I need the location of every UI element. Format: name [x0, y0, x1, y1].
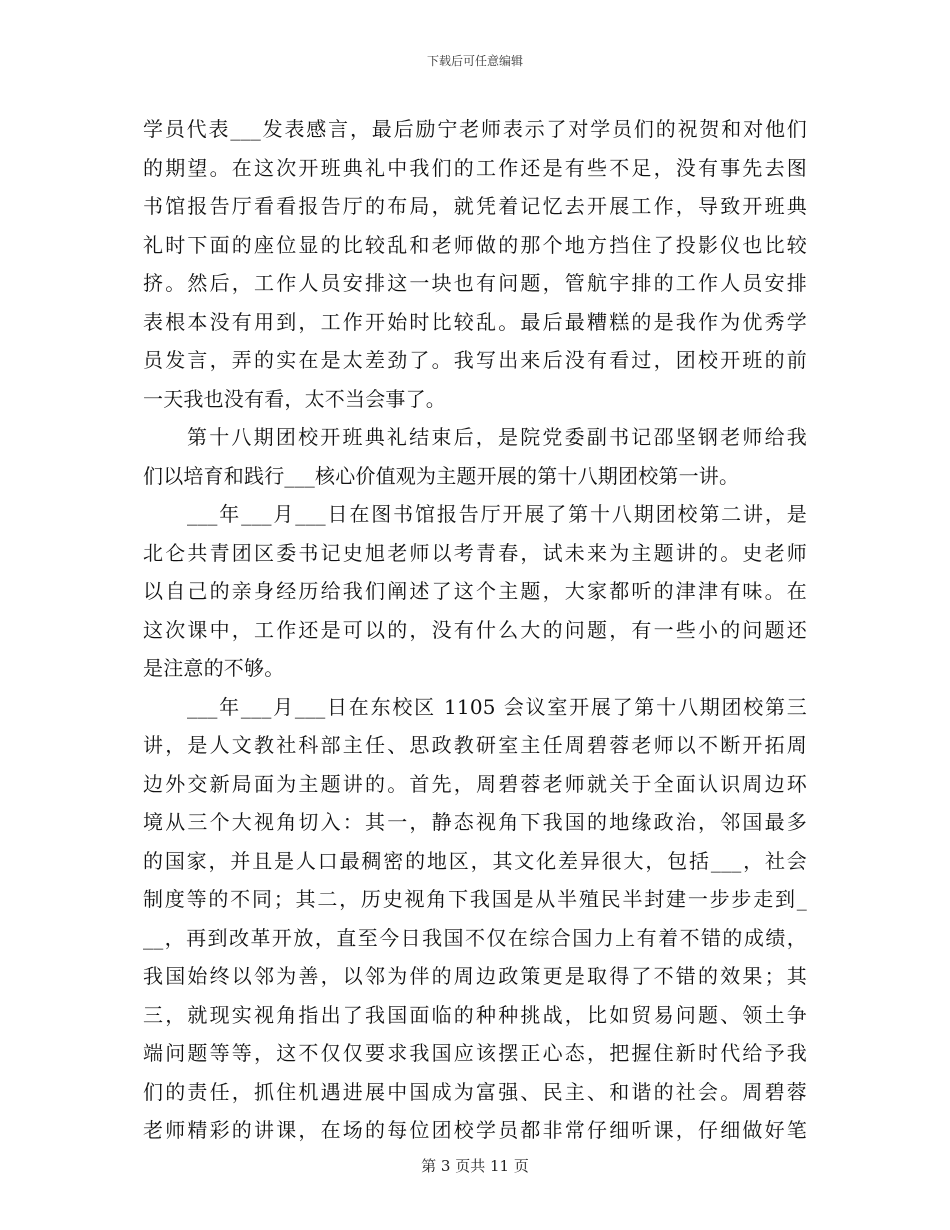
- text-line: 挤。然后，工作人员安排这一块也有问题，管航宇排的工作人员安排: [143, 271, 807, 295]
- text-line: __，再到改革开放，直至今日我国不仅在综合国力上有着不错的成绩，: [143, 925, 807, 950]
- paragraph-4: [143, 688, 807, 1150]
- text-line: 讲，是人文教社科部主任、思政教研室主任周碧蓉老师以不断开拓周: [143, 733, 807, 757]
- text-line: 是注意的不够。: [143, 656, 285, 680]
- text-line: 境从三个大视角切入：其一，静态视角下我国的地缘政治，邻国最多: [143, 810, 807, 834]
- text-line: 们的责任，抓住机遇进展中国成为富强、民主、和谐的社会。周碧蓉: [143, 1079, 807, 1104]
- text-line: 的国家，并且是人口最稠密的地区，其文化差异很大，包括___，社会: [143, 848, 807, 873]
- text-line: 们以培育和践行___核心价值观为主题开展的第十八期团校第一讲。: [143, 463, 740, 488]
- page-number: 第 3 页共 11 页: [421, 1157, 529, 1175]
- text-line: 礼时下面的座位显的比较乱和老师做的那个地方挡住了投影仪也比较: [143, 232, 807, 257]
- text-line: 表根本没有用到，工作开始时比较乱。最后最糟糕的是我作为优秀学: [143, 309, 807, 334]
- paragraph-3: [143, 495, 807, 688]
- text-line: 这次课中，工作还是可以的，没有什么大的问题，有一些小的问题还: [143, 617, 807, 642]
- text-line: 一天我也没有看，太不当会事了。: [143, 386, 446, 411]
- text-line: 学员代表___发表感言，最后励宁老师表示了对学员们的祝贺和对他们: [143, 117, 807, 141]
- text-line: 我国始终以邻为善，以邻为伴的周边政策更是取得了不错的效果；其: [143, 964, 807, 988]
- paragraph-1: [143, 110, 807, 418]
- text-line: ___年___月___日在东校区 1105 会议室开展了第十八期团校第三: [187, 694, 807, 719]
- document-body: [143, 110, 807, 1150]
- text-line: 的期望。在这次开班典礼中我们的工作还是有些不足，没有事先去图: [143, 155, 807, 180]
- text-line: 第十八期团校开班典礼结束后，是院党委副书记邵坚钢老师给我: [187, 425, 807, 449]
- text-line: 边外交新局面为主题讲的。首先，周碧蓉老师就关于全面认识周边环: [143, 771, 807, 796]
- text-line: 员发言，弄的实在是太差劲了。我写出来后没有看过，团校开班的前: [143, 348, 807, 372]
- text-line: 制度等的不同；其二，历史视角下我国是从半殖民半封建一步步走到_: [143, 887, 807, 911]
- text-line: ___年___月___日在图书馆报告厅开展了第十八期团校第二讲，是: [187, 502, 807, 526]
- text-line: 端问题等等，这不仅仅要求我国应该摆正心态，把握住新时代给予我: [143, 1041, 807, 1065]
- text-line: 三，就现实视角指出了我国面临的种种挑战，比如贸易问题、领土争: [143, 1002, 807, 1027]
- text-line: 书馆报告厅看看报告厅的布局，就凭着记忆去开展工作，导致开班典: [143, 194, 807, 218]
- text-line: 北仑共青团区委书记史旭老师以考青春，试未来为主题讲的。史老师: [143, 540, 807, 565]
- paragraph-2: [143, 418, 807, 495]
- text-line: 以自己的亲身经历给我们阐述了这个主题，大家都听的津津有味。在: [143, 579, 807, 603]
- text-line: 老师精彩的讲课，在场的每位团校学员都非常仔细听课，仔细做好笔: [143, 1118, 807, 1142]
- page-header: 下载后可任意编辑: [426, 54, 523, 68]
